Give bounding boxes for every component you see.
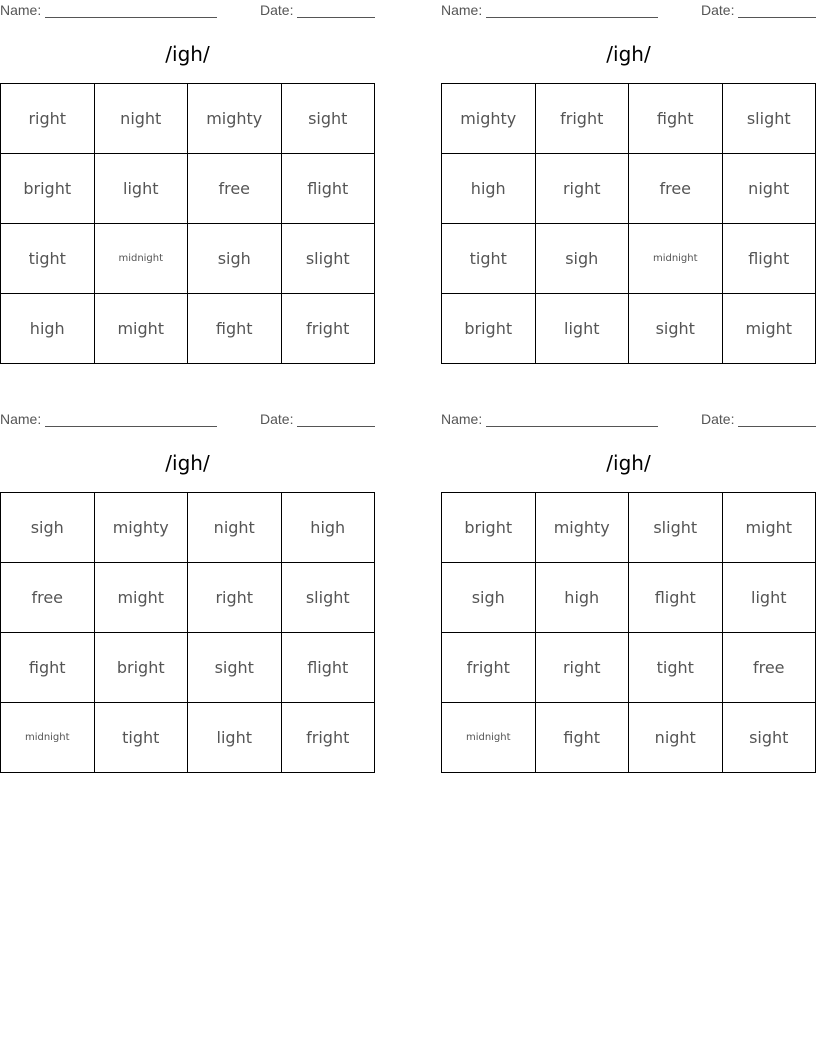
grid-cell: night xyxy=(188,493,282,563)
grid-row xyxy=(1,493,375,563)
grid-cell: fight xyxy=(1,633,95,703)
grid-cell: fright xyxy=(535,84,629,154)
bingo-grid xyxy=(0,492,375,773)
grid-row xyxy=(442,703,816,773)
date-blank-line xyxy=(297,17,375,18)
grid-row xyxy=(442,154,816,224)
grid-cell: sight xyxy=(281,84,375,154)
name-blank-line xyxy=(486,17,658,18)
grid-row xyxy=(442,294,816,364)
bingo-grid xyxy=(441,83,816,364)
grid-cell: light xyxy=(722,563,816,633)
grid-cell: light xyxy=(535,294,629,364)
grid-cell: sight xyxy=(629,294,723,364)
grid-cell: slight xyxy=(281,224,375,294)
grid-row xyxy=(442,493,816,563)
grid-cell: midnight xyxy=(94,224,188,294)
grid-cell: might xyxy=(722,294,816,364)
grid-cell: night xyxy=(722,154,816,224)
grid-cell: fight xyxy=(535,703,629,773)
grid-cell: mighty xyxy=(188,84,282,154)
grid-cell: might xyxy=(722,493,816,563)
grid-cell: flight xyxy=(629,563,723,633)
grid-cell: free xyxy=(1,563,95,633)
grid-cell: free xyxy=(188,154,282,224)
bingo-card xyxy=(441,0,816,380)
grid-row xyxy=(1,563,375,633)
name-label: Name: xyxy=(441,411,483,427)
grid-cell: mighty xyxy=(535,493,629,563)
name-label: Name: xyxy=(0,2,42,18)
grid-cell: flight xyxy=(281,633,375,703)
grid-cell: midnight xyxy=(442,703,536,773)
grid-row xyxy=(1,224,375,294)
grid-cell: tight xyxy=(629,633,723,703)
grid-row xyxy=(1,154,375,224)
date-label: Date: xyxy=(260,411,294,427)
card-title: /igh/ xyxy=(606,451,651,475)
name-label: Name: xyxy=(0,411,42,427)
grid-cell: fright xyxy=(442,633,536,703)
grid-cell: high xyxy=(442,154,536,224)
grid-cell: night xyxy=(629,703,723,773)
grid-cell: sigh xyxy=(442,563,536,633)
grid-row xyxy=(442,84,816,154)
date-label: Date: xyxy=(701,2,735,18)
grid-row xyxy=(1,633,375,703)
name-blank-line xyxy=(45,426,217,427)
grid-cell: sigh xyxy=(535,224,629,294)
grid-cell: light xyxy=(94,154,188,224)
date-label: Date: xyxy=(260,2,294,18)
grid-cell: midnight xyxy=(629,224,723,294)
card-header xyxy=(441,411,816,429)
bingo-grid xyxy=(0,83,375,364)
date-blank-line xyxy=(297,426,375,427)
grid-cell: bright xyxy=(94,633,188,703)
grid-row xyxy=(442,563,816,633)
grid-cell: sigh xyxy=(1,493,95,563)
grid-cell: right xyxy=(535,633,629,703)
grid-cell: bright xyxy=(442,294,536,364)
grid-cell: fright xyxy=(281,703,375,773)
grid-cell: tight xyxy=(442,224,536,294)
grid-cell: flight xyxy=(281,154,375,224)
grid-cell: slight xyxy=(281,563,375,633)
date-label: Date: xyxy=(701,411,735,427)
grid-cell: high xyxy=(281,493,375,563)
grid-cell: free xyxy=(722,633,816,703)
grid-cell: sigh xyxy=(188,224,282,294)
bingo-grid xyxy=(441,492,816,773)
card-header xyxy=(0,411,375,429)
name-blank-line xyxy=(486,426,658,427)
date-blank-line xyxy=(738,426,816,427)
grid-cell: slight xyxy=(629,493,723,563)
grid-cell: slight xyxy=(722,84,816,154)
card-title: /igh/ xyxy=(606,42,651,66)
grid-cell: high xyxy=(1,294,95,364)
grid-cell: right xyxy=(535,154,629,224)
name-label: Name: xyxy=(441,2,483,18)
grid-cell: bright xyxy=(442,493,536,563)
grid-row xyxy=(1,703,375,773)
grid-cell: tight xyxy=(94,703,188,773)
grid-cell: might xyxy=(94,294,188,364)
bingo-card xyxy=(0,409,375,789)
card-title: /igh/ xyxy=(165,42,210,66)
name-blank-line xyxy=(45,17,217,18)
grid-cell: night xyxy=(94,84,188,154)
bingo-card xyxy=(0,0,375,380)
grid-cell: light xyxy=(188,703,282,773)
grid-cell: sight xyxy=(722,703,816,773)
grid-cell: right xyxy=(1,84,95,154)
grid-row xyxy=(442,633,816,703)
grid-cell: might xyxy=(94,563,188,633)
grid-cell: bright xyxy=(1,154,95,224)
grid-cell: flight xyxy=(722,224,816,294)
date-blank-line xyxy=(738,17,816,18)
grid-cell: tight xyxy=(1,224,95,294)
grid-cell: fight xyxy=(188,294,282,364)
grid-cell: free xyxy=(629,154,723,224)
card-header xyxy=(441,2,816,20)
grid-row xyxy=(1,294,375,364)
bingo-card xyxy=(441,409,816,789)
grid-cell: high xyxy=(535,563,629,633)
grid-cell: mighty xyxy=(94,493,188,563)
card-header xyxy=(0,2,375,20)
grid-cell: mighty xyxy=(442,84,536,154)
grid-cell: fight xyxy=(629,84,723,154)
grid-cell: midnight xyxy=(1,703,95,773)
grid-cell: fright xyxy=(281,294,375,364)
grid-cell: sight xyxy=(188,633,282,703)
grid-row xyxy=(442,224,816,294)
grid-cell: right xyxy=(188,563,282,633)
grid-row xyxy=(1,84,375,154)
card-title: /igh/ xyxy=(165,451,210,475)
